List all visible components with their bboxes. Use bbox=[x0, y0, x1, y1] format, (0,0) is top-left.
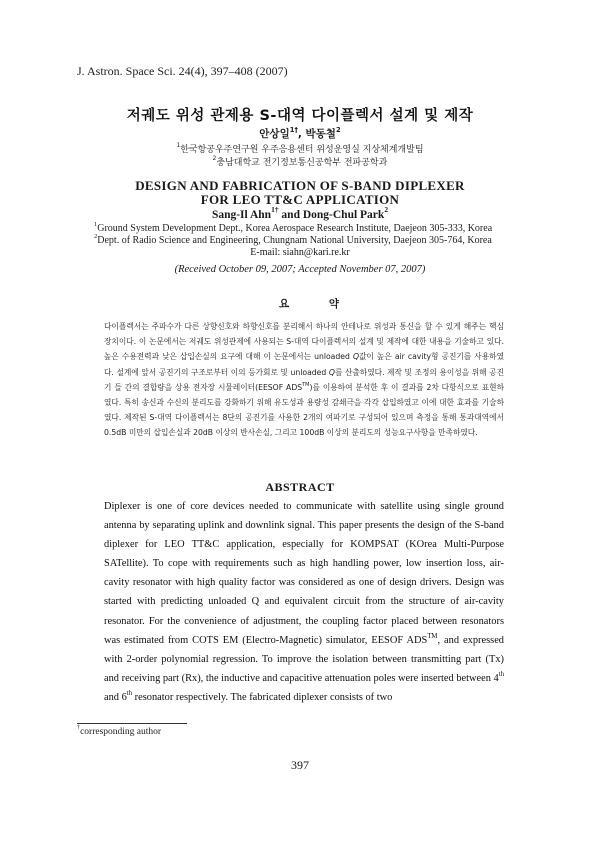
korean-abstract-q-symbol-2: Q bbox=[328, 367, 335, 377]
korean-author-1-mark: 1† bbox=[289, 125, 298, 134]
journal-reference: J. Astron. Space Sci. 24(4), 397–408 (2007) bbox=[77, 64, 288, 78]
english-author-1: Sang-Il Ahn bbox=[211, 209, 272, 221]
english-affiliation-2-mark: 2 bbox=[94, 233, 98, 241]
korean-affiliation-2 bbox=[0, 155, 600, 168]
korean-affiliation-1-mark: 1 bbox=[176, 143, 181, 150]
korean-abstract bbox=[104, 319, 504, 441]
korean-author-2-mark: 2 bbox=[335, 125, 341, 134]
english-abstract-paragraph bbox=[104, 497, 504, 707]
english-title-line-1: DESIGN AND FABRICATION OF S-BAND DIPLEXER bbox=[135, 178, 465, 193]
page-number: 397 bbox=[291, 758, 309, 772]
korean-affiliation-2-mark: 2 bbox=[212, 156, 217, 163]
korean-author-1: 안상일 bbox=[259, 128, 290, 140]
english-abstract-text-1: Diplexer is one of core devices needed to communicate with satellite using single ground antenna by separating uplink and downlink signal. This paper presents the design of the S-band diplexer for LEO TT&C application, especially for KOMPSAT (KOrea Multi-Purpose SATellite). To cope with requirements such as high handling power, low insertion loss, air-cavity resonator with high quality factor was considered as one of design drivers. Design was started with predicting unloaded Q and equivalent circuit from the structure of air-cavity resonator. For the convenience of adjustment, the coupling factor placed between resonators was estimated from COTS EM (Electro-Magnetic) simulator, EESOF ADS bbox=[104, 501, 504, 646]
footnote bbox=[77, 727, 161, 737]
footnote-mark: † bbox=[77, 725, 81, 732]
english-abstract-th-2: th bbox=[126, 689, 133, 697]
english-abstract-th-1: th bbox=[498, 670, 504, 678]
english-abstract-text-4: resonator respectively. The fabricated diplexer consists of two bbox=[132, 691, 393, 703]
contact-email: E-mail: siahn@kari.re.kr bbox=[250, 247, 350, 258]
english-affiliation-2 bbox=[94, 235, 524, 246]
korean-affiliation-1-text: 한국항공우주연구원 우주응용센터 위성운영실 지상체계개발팀 bbox=[180, 145, 424, 155]
korean-authors bbox=[0, 126, 600, 141]
received-dates: (Received October 09, 2007; Accepted November 07, 2007) bbox=[174, 264, 426, 275]
korean-abstract-tm: TM bbox=[302, 381, 310, 388]
english-authors bbox=[0, 205, 600, 221]
korean-abstract-text-4: )를 이용하여 분석한 후 이 결과를 2차 다항식으로 표현하였다. 특히 송신과 수신의 분리도를 강화하기 위해 유도성과 용량성 감쇄극을 각각 삽입하였고 이에 대한 효과를 기술하였다. 제작된 S-대역 다이플렉서는 8단의 공진기를 사용한 2개의 여파기로 구성되어 있으며 측정을 통해 통과대역에서 0.5dB 미만의 삽입손실과 20dB 이상의 반사손실, 그리고 100dB 이상의 분리도의 성능요구사항을 만족하였다. bbox=[104, 382, 504, 438]
english-title-line-2: FOR LEO TT&C APPLICATION bbox=[200, 192, 400, 207]
footnote-divider bbox=[77, 723, 187, 724]
korean-abstract-heading: 요 약 bbox=[279, 298, 357, 310]
english-abstract-heading: ABSTRACT bbox=[265, 480, 335, 494]
korean-abstract-text-1: 다이플렉서는 주파수가 다른 상향신호와 하향신호를 분리해서 하나의 안테나로 위성과 통신을 할 수 있게 해주는 핵심 장치이다. 이 논문에서는 저궤도 위성관제에 사용되는 S-대역 다이플렉서의 설계 및 제작에 대한 내용을 기술하고 있다. 높은 수용전력과 낮은 삽입손실의 요구에 대해 이 논문에서는 unloaded bbox=[104, 322, 504, 362]
korean-abstract-text-3: 를 산출하였다. 제작 및 조정의 용이성을 위해 공진기 들 간의 결합량을 상용 전자장 시뮬레이터(EESOF ADS bbox=[104, 367, 504, 392]
english-affiliation-1 bbox=[94, 223, 524, 234]
english-affiliation-1-text: Ground System Development Dept., Korea Aerospace Research Institute, Daejeon 305-333, Korea bbox=[97, 223, 493, 234]
footnote-text: corresponding author bbox=[80, 727, 162, 737]
korean-abstract-paragraph bbox=[104, 319, 504, 441]
english-author-2: and Dong-Chul Park bbox=[278, 209, 385, 221]
english-author-2-mark: 2 bbox=[384, 205, 389, 215]
korean-author-2: , 박동철 bbox=[297, 128, 336, 140]
english-abstract bbox=[104, 497, 504, 707]
english-author-1-mark: 1† bbox=[271, 205, 279, 215]
english-affiliation-1-mark: 1 bbox=[94, 221, 98, 229]
english-affiliation-2-text: Dept. of Radio Science and Engineering, Chungnam National University, Daejeon 305-764, Korea bbox=[97, 235, 492, 246]
korean-affiliation-1 bbox=[0, 142, 600, 155]
english-abstract-tm: TM bbox=[427, 632, 438, 640]
korean-title: 저궤도 위성 관제용 S-대역 다이플렉서 설계 및 제작 bbox=[126, 108, 474, 124]
english-abstract-text-3: and 6 bbox=[104, 691, 127, 703]
korean-abstract-q-symbol-1: Q bbox=[352, 352, 359, 362]
korean-affiliation-2-text: 충남대학교 전기정보통신공학부 전파공학과 bbox=[216, 158, 388, 168]
korean-abstract-text-2: 값이 높은 air cavity형 공진기를 사용하였다. 설계에 앞서 공진기의 구조로부터 이의 등가회로 및 unloaded bbox=[104, 352, 505, 377]
english-abstract-text-2: , and expressed with 2-order polynomial regression. To improve the isolation between transmitting part (Tx) and receiving part (Rx), the inductive and capacitive attenuation poles were inserted between 4 bbox=[104, 634, 504, 684]
